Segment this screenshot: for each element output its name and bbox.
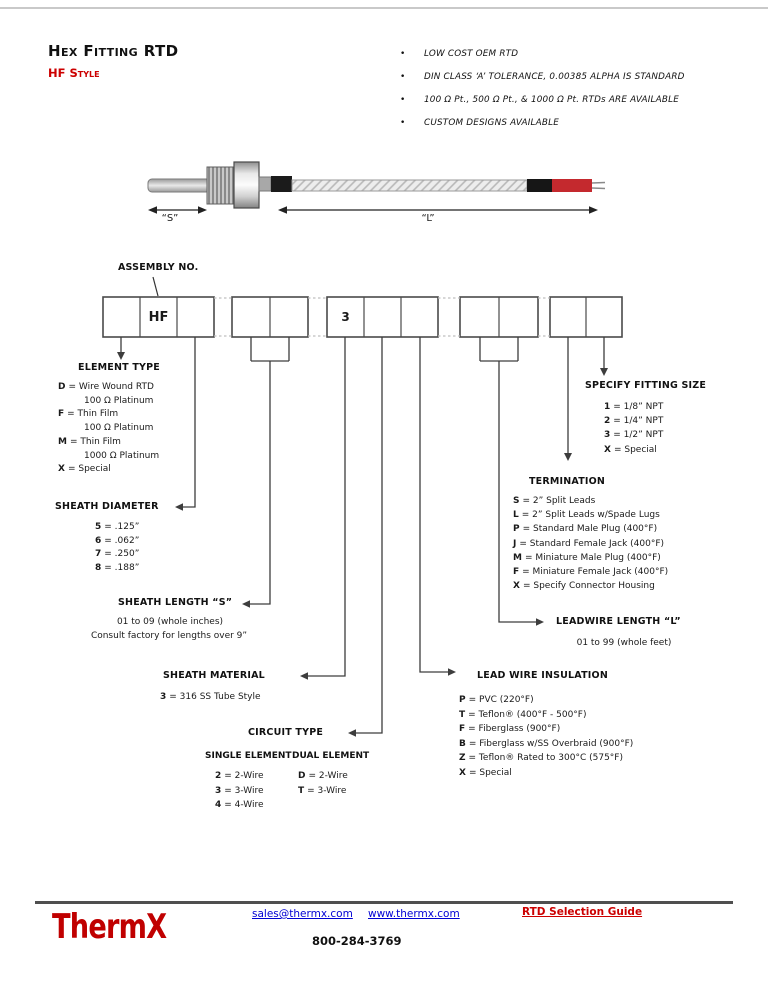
circuit-single-list xyxy=(215,769,264,813)
box-value-hf: HF xyxy=(148,309,169,325)
sheath-diameter-row: 7 = .250” xyxy=(95,549,140,559)
element-type-row: 100 Ω Platinum xyxy=(84,423,154,434)
sheath-diameter-list xyxy=(95,521,139,575)
fitting-size-row: 1 = 1/8” NPT xyxy=(604,402,664,412)
sheath-diameter-row: 8 = .188” xyxy=(95,562,140,573)
assembly-no-label: ASSEMBLY NO. xyxy=(118,262,199,273)
lead-wire-insulation-title: LEAD WIRE INSULATION xyxy=(477,670,608,681)
bullet-icon: • xyxy=(400,49,406,59)
dim-s-label: “S” xyxy=(161,213,179,224)
termination-title: TERMINATION xyxy=(529,476,606,487)
probe-wire-tip xyxy=(592,183,605,184)
probe-thread xyxy=(207,167,234,204)
insulation-row: T = Teflon® (400°F - 500°F) xyxy=(459,709,587,720)
insulation-row: F = Fiberglass (900°F) xyxy=(459,724,561,735)
termination-row: J = Standard Female Jack (400°F) xyxy=(513,538,665,549)
fitting-size-row: 2 = 1/4” NPT xyxy=(604,416,664,427)
probe-sleeve xyxy=(271,176,292,192)
circuit-type-row: T = 3-Wire xyxy=(298,785,347,796)
sheath-diameter-row: 6 = .062” xyxy=(95,535,140,546)
assembly-no-pointer xyxy=(153,277,158,296)
element-type-list xyxy=(58,381,159,477)
email-link[interactable]: sales@thermx.com xyxy=(252,908,353,920)
probe-neck xyxy=(259,177,271,191)
element-type-row: 1000 Ω Platinum xyxy=(84,450,160,461)
probe-red-band xyxy=(552,179,592,192)
fitting-size-list xyxy=(604,400,663,457)
circuit-type-row: 4 = 4-Wire xyxy=(215,800,264,811)
probe-braided-cable xyxy=(292,180,527,191)
element-type-title: ELEMENT TYPE xyxy=(78,362,160,373)
dim-l-label: “L” xyxy=(421,213,435,224)
feature-bullet: • CUSTOM DESIGNS AVAILABLE xyxy=(400,118,559,128)
probe-black-band xyxy=(527,179,552,192)
circuit-dual-list xyxy=(298,769,348,798)
fitting-size-title: SPECIFY FITTING SIZE xyxy=(585,380,707,391)
feature-bullet: • DIN CLASS ‘A’ TOLERANCE, 0.00385 ALPHA IS STANDARD xyxy=(400,72,685,82)
feature-bullet: • 100 Ω Pt., 500 Ω Pt., & 1000 Ω Pt. RTDs ARE AVAILABLE xyxy=(400,95,679,105)
circuit-type-row: 3 = 3-Wire xyxy=(215,785,264,796)
sheath-material-list xyxy=(160,692,261,702)
sheath-length-title: SHEATH LENGTH “S” xyxy=(118,597,233,608)
page-title: Hex Fitting RTD xyxy=(48,42,179,60)
element-type-row: 100 Ω Platinum xyxy=(84,395,154,406)
sheath-material-title: SHEATH MATERIAL xyxy=(163,670,265,681)
leadwire-length-title: LEADWIRE LENGTH “L” xyxy=(556,616,681,627)
probe-hex-nut xyxy=(234,162,259,208)
probe-sheath xyxy=(148,179,210,192)
probe-illustration xyxy=(148,162,605,208)
website-link[interactable]: www.thermx.com xyxy=(368,908,460,920)
fitting-size-row: X = Special xyxy=(604,444,657,455)
bullet-icon: • xyxy=(400,95,406,105)
bullet-icon: • xyxy=(400,72,406,82)
termination-row: P = Standard Male Plug (400°F) xyxy=(513,524,658,535)
termination-list xyxy=(513,494,668,593)
termination-row: S = 2” Split Leads xyxy=(513,496,596,506)
element-type-row: F = Thin Film xyxy=(58,409,119,420)
sheath-diameter-title: SHEATH DIAMETER xyxy=(55,501,159,512)
sheath-material-row: 3 = 316 SS Tube Style xyxy=(160,692,261,702)
termination-row: L = 2” Split Leads w/Spade Lugs xyxy=(513,510,660,521)
element-type-row: X = Special xyxy=(58,464,111,475)
footer-logo: ThermX xyxy=(52,907,167,947)
insulation-row: P = PVC (220°F) xyxy=(459,695,534,705)
footer-rule xyxy=(35,901,733,904)
element-type-row: D = Wire Wound RTD xyxy=(58,382,154,392)
insulation-row: B = Fiberglass w/SS Overbraid (900°F) xyxy=(459,738,634,749)
dual-element-header: DUAL ELEMENT xyxy=(292,751,370,761)
feature-bullet: • LOW COST OEM RTD xyxy=(400,49,519,59)
circuit-type-row: 2 = 2-Wire xyxy=(215,771,264,781)
circuit-type-row: D = 2-Wire xyxy=(298,771,348,781)
box-value-3: 3 xyxy=(341,310,350,324)
termination-row: F = Miniature Female Jack (400°F) xyxy=(513,567,669,578)
lead-wire-insulation-list xyxy=(459,693,633,781)
rtd-guide-link[interactable]: RTD Selection Guide xyxy=(522,906,643,918)
sheath-length-note-2: Consult factory for lengths over 9” xyxy=(90,631,248,641)
insulation-row: Z = Teflon® Rated to 300°C (575°F) xyxy=(459,753,623,764)
page-subtitle: HF Style xyxy=(48,66,100,80)
probe-wire-tip xyxy=(592,188,605,189)
leadwire-length-note: 01 to 99 (whole feet) xyxy=(576,638,672,648)
sheath-length-note-1: 01 to 09 (whole inches) xyxy=(116,617,224,627)
fitting-size-row: 3 = 1/2” NPT xyxy=(604,430,664,441)
phone-number: 800-284-3769 xyxy=(312,934,402,948)
termination-row: X = Specify Connector Housing xyxy=(513,581,655,592)
termination-row: M = Miniature Male Plug (400°F) xyxy=(513,552,661,563)
insulation-row: X = Special xyxy=(459,767,512,778)
bullet-icon: • xyxy=(400,118,406,128)
sheath-diameter-row: 5 = .125” xyxy=(95,522,140,532)
element-type-row: M = Thin Film xyxy=(58,436,121,447)
circuit-type-title: CIRCUIT TYPE xyxy=(248,727,324,738)
single-element-header: SINGLE ELEMENT xyxy=(205,751,292,761)
